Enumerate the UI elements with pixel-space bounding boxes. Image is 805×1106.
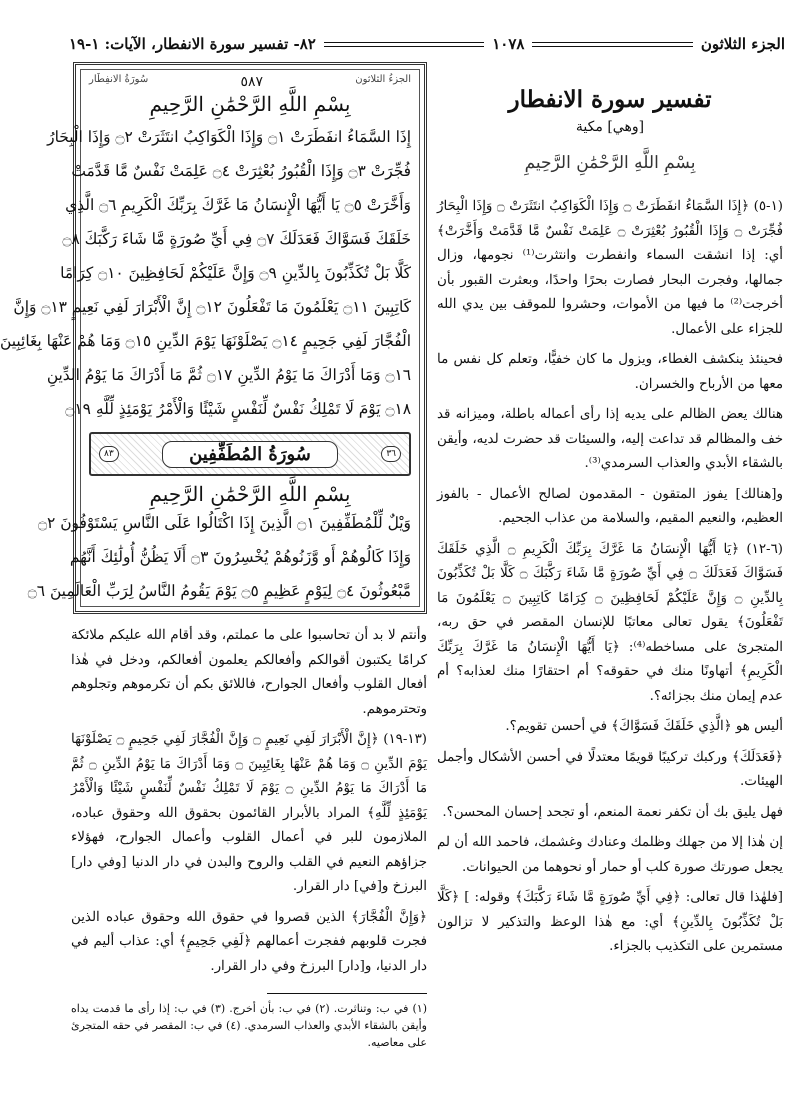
- paragraph: إن هٰذا إلا من جهلك وظلمك وعنادك وغشمك، فاحمد الله أن لم يجعل صورتك صورة كلب أو حمار أو نحوهما من الحيوانات.: [437, 835, 783, 875]
- mushaf-basmala: بِسْمِ اللَّهِ الرَّحْمَٰنِ الرَّحِيمِ: [149, 92, 351, 116]
- paragraph: [فلهٰذا قال تعالى: ﴿فِي أَيِّ صُورَةٍ مَّا شَاءَ رَكَّبَكَ﴾ وقوله: ] ﴿كَلَّا بَلْ تُكَذِّبُونَ بِالدِّينِ﴾ أي: مع هٰذا الوعظ والتذكير لا تزالون مستمرين على التكذيب بالجزاء.: [437, 890, 783, 954]
- mushaf-basmala-2: بِسْمِ اللَّهِ الرَّحْمَٰنِ الرَّحِيمِ: [149, 482, 351, 506]
- mushaf-line: ۝١٨ يَوْمَ لَا تَمْلِكُ نَفْسٌ لِّنَفْسٍ شَيْئًا وَالْأَمْرُ يَوْمَئِذٍ لِّلَّهِ ۝١٩: [65, 400, 411, 418]
- mushaf-line: ۝١٦ وَمَا أَدْرَاكَ مَا يَوْمُ الدِّينِ ۝١٧ ثُمَّ مَا أَدْرَاكَ مَا يَوْمُ الدِّينِ: [46, 366, 411, 384]
- header-rule-left: [324, 42, 484, 47]
- mushaf-page-frame: [0, 62, 427, 614]
- paragraph: فحينئذ ينكشف الغطاء، ويزول ما كان خفيًّا، وتعلم كل نفس ما معها من الأرباح والخسران.: [437, 352, 783, 392]
- paragraph: فهل يليق بك أن تكفر نعمة المنعم، أو تجحد إحسان المحسن؟.: [442, 804, 783, 820]
- mushaf-line: وَأَخَّرَتْ ۝٥ يَا أَيُّهَا الْإِنسَانُ مَا غَرَّكَ بِرَبِّكَ الْكَرِيمِ ۝٦ الَّذِي: [65, 196, 411, 214]
- mushaf-line: كَلَّا بَلْ تُكَذِّبُونَ بِالدِّينِ ۝٩ وَإِنَّ عَلَيْكُمْ لَحَافِظِينَ ۝١٠ كِرَامًا: [60, 264, 411, 282]
- footnotes: (١) في ب: وتناثرت. (٢) في ب: بأن أخرج. (٣) في ب: إذا رأى ما قدمت يداه وأيقن بالشقاء الأبدي والعذاب السرمدي. (٤) في ب: المقصر في حقه المتجرئ على معاصيه.: [71, 1002, 427, 1049]
- paragraph: ﴿فَعَدَلَكَ﴾ وركبك تركيبًا قويمًا معتدلًا في أحسن الأشكال وأجمل الهيئات.: [437, 749, 783, 789]
- mushaf-line: فُجِّرَتْ ۝٣ وَإِذَا الْقُبُورُ بُعْثِرَتْ ۝٤ عَلِمَتْ نَفْسٌ مَّا قَدَّمَتْ: [71, 162, 411, 180]
- page-number: ١٠٧٨: [492, 35, 525, 53]
- surah-header-band: [89, 432, 411, 476]
- paragraph: ﴿وَإِنَّ الْفُجَّارَ﴾ الذين قصروا في حقوق الله وحقوق عباده الذين فجرت قلوبهم ففجرت أعمالهم ﴿لَفِي جَحِيمٍ﴾ أي: عذاب أليم في دار الدنيا، و[دار] البرزخ وفي دار القرار.: [71, 909, 427, 974]
- mushaf-line: مَّبْعُوثُونَ ۝٤ لِيَوْمٍ عَظِيمٍ ۝٥ يَوْمَ يَقُومُ النَّاسُ لِرَبِّ الْعَالَمِينَ ۝٦: [27, 582, 411, 600]
- mushaf-line: كَاتِبِينَ ۝١١ يَعْلَمُونَ مَا تَفْعَلُونَ ۝١٢ إِنَّ الْأَبْرَارَ لَفِي نَعِيمٍ ۝١٣ وَإِنَّ: [13, 298, 411, 316]
- paragraph: أليس هو ﴿الَّذِي خَلَقَكَ فَسَوَّاكَ﴾ في أحسن تقويم؟.: [505, 719, 783, 734]
- right-column: [437, 60, 783, 1100]
- mushaf-line: خَلَقَكَ فَسَوَّاكَ فَعَدَلَكَ ۝٧ فِي أَيِّ صُورَةٍ مَّا شَاءَ رَكَّبَكَ ۝٨: [62, 230, 411, 248]
- paragraph: (١-٥) ﴿إِذَا السَّمَاءُ انفَطَرَتْ ۝ وَإِذَا الْكَوَاكِبُ انتَثَرَتْ ۝ وَإِذَا الْبِحَارُ فُجِّرَتْ ۝ وَإِذَا الْقُبُورُ بُعْثِرَتْ ۝ عَلِمَتْ نَفْسٌ مَّا قَدَّمَتْ وَأَخَّرَتْ﴾ أي: إذا انشقت السماء وانفطرت وانتثرت⁽¹⁾ نجومها، وزال جمالها، وفجرت البحار فصارت بحرًا واحدًا، وبعثرت القبور بأن أخرجت⁽²⁾ ما فيها من الأموات، وحشروا للموقف بين يدي الله للجزاء على الأعمال.: [437, 199, 783, 337]
- tafsir-subtitle: [وهي] مكية: [575, 119, 645, 135]
- mushaf-surah-name: سُورَةُ الانفِطَار: [89, 74, 149, 85]
- mushaf-line: الْفُجَّارَ لَفِي جَحِيمٍ ۝١٤ يَصْلَوْنَهَا يَوْمَ الدِّينِ ۝١٥ وَمَا هُمْ عَنْهَا بِغَائِبِينَ: [0, 332, 411, 350]
- right-body: [437, 195, 783, 960]
- mushaf-line: وَيْلٌ لِّلْمُطَفِّفِينَ ۝١ الَّذِينَ إِذَا اكْتَالُوا عَلَى النَّاسِ يَسْتَوْفُونَ ۝٢: [38, 514, 411, 532]
- surah-band-name: سُورَةُ المُطَفِّفِين: [162, 441, 338, 468]
- mushaf-line: وَإِذَا كَالُوهُمْ أَو وَّزَنُوهُمْ يُخْسِرُونَ ۝٣ أَلَا يَظُنُّ أُولَٰئِكَ أَنَّهُم: [69, 548, 411, 566]
- left-body: [71, 624, 427, 979]
- surah-info: ٨٢- تفسير سورة الانفطار، الآيات: ١-١٩: [69, 35, 316, 53]
- tafsir-title: تفسير سورة الانفطار: [508, 86, 712, 113]
- header-center: [316, 35, 701, 53]
- paragraph: وأنتم لا بد أن تحاسبوا على ما عملتم، وقد أقام الله عليكم ملائكة كرامًا يكتبون أقوالكم وأفعالكم يعلمون أفعالكم، ودخل في هٰذا أفعال القلوب وأفعال الجوارح، فاللائق بكم أن تكرموهم وتجلوهم وتحترموهم.: [71, 628, 427, 717]
- surah-order-number: ٨٣: [99, 446, 119, 462]
- basmala: بِسْمِ اللَّهِ الرَّحْمَٰنِ الرَّحِيمِ: [524, 153, 696, 173]
- page-header: [69, 34, 785, 54]
- mushaf-inner: [0, 69, 420, 607]
- mushaf-page-number: ٥٨٧: [240, 74, 263, 90]
- surah-verse-count: ٣٦: [381, 446, 401, 462]
- mushaf-juz: الجزءُ الثلاثون: [355, 74, 411, 85]
- juz-label: الجزء الثلاثون: [700, 35, 785, 53]
- footnote-divider: [267, 993, 427, 994]
- paragraph: هنالك يعض الظالم على يديه إذا رأى أعماله باطلة، وميزانه قد خف والمظالم قد تداعت إليه، والسيئات قد حضرت لديه، وأيقن بالشقاء الأبدي والعذاب السرمدي⁽³⁾.: [437, 407, 783, 471]
- header-rule-right: [532, 42, 692, 47]
- paragraph: و[هنالك] يفوز المتقون - المقدمون لصالح الأعمال - بالفوز العظيم، والنعيم المقيم، والسلامة من عذاب الجحيم.: [437, 486, 783, 526]
- left-column: [0, 62, 428, 1102]
- paragraph: (١٣-١٩) ﴿إِنَّ الْأَبْرَارَ لَفِي نَعِيمٍ ۝ وَإِنَّ الْفُجَّارَ لَفِي جَحِيمٍ ۝ يَصْلَوْنَهَا يَوْمَ الدِّينِ ۝ وَمَا هُمْ عَنْهَا بِغَائِبِينَ ۝ وَمَا أَدْرَاكَ مَا يَوْمُ الدِّينِ ۝ ثُمَّ مَا أَدْرَاكَ مَا يَوْمُ الدِّينِ ۝ يَوْمَ لَا تَمْلِكُ نَفْسٌ لِّنَفْسٍ شَيْئًا وَالْأَمْرُ يَوْمَئِذٍ لِّلَّهِ﴾ المراد بالأبرار القائمون بحقوق الله وحقوق عباده، الملازمون للبر في أعمال القلوب وأعمال الجوارح، فهؤلاء جزاؤهم النعيم في القلب والروح والبدن في دار الدنيا [وفي دار] البرزخ و[في] دار القرار.: [71, 732, 428, 894]
- mushaf-top-bar: [89, 74, 411, 90]
- mushaf-line: إِذَا السَّمَاءُ انفَطَرَتْ ۝١ وَإِذَا الْكَوَاكِبُ انتَثَرَتْ ۝٢ وَإِذَا الْبِحَارُ: [47, 128, 411, 146]
- paragraph: (٦-١٢) ﴿يَا أَيُّهَا الْإِنسَانُ مَا غَرَّكَ بِرَبِّكَ الْكَرِيمِ ۝ الَّذِي خَلَقَكَ فَسَوَّاكَ فَعَدَلَكَ ۝ فِي أَيِّ صُورَةٍ مَّا شَاءَ رَكَّبَكَ ۝ كَلَّا بَلْ تُكَذِّبُونَ بِالدِّينِ ۝ وَإِنَّ عَلَيْكُمْ لَحَافِظِينَ ۝ كِرَامًا كَاتِبِينَ ۝ يَعْلَمُونَ مَا تَفْعَلُونَ﴾ يقول تعالى معاتبًا للإنسان المقصر في حق ربه، المتجرئ على مساخطه⁽⁴⁾: ﴿يَا أَيُّهَا الْإِنسَانُ مَا غَرَّكَ بِرَبِّكَ الْكَرِيمِ﴾ أتهاونًا منك في حقوقه؟ أم احتقارًا منك لعذابه؟ أم عدم إيمان منك بجزائه؟.: [437, 541, 784, 704]
